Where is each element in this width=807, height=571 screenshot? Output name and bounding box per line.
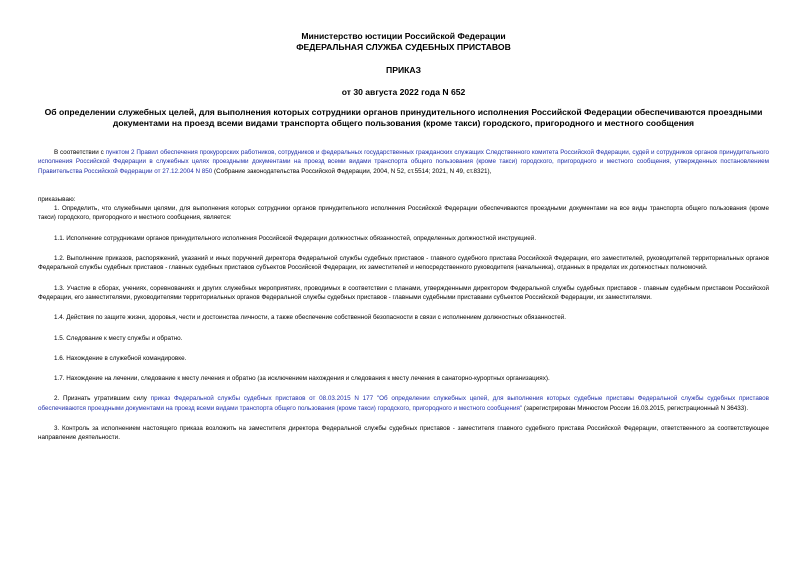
ministry-name: Министерство юстиции Российской Федерации bbox=[301, 31, 506, 41]
paragraph-1-7: 1.7. Нахождение на лечении, следование к месту лечения и обратно (за исключением нахождения и следования к месту лечения в санаторно-курортных организациях). bbox=[54, 375, 550, 383]
preamble-suffix: (Собрание законодательства Российской Федерации, 2004, N 52, ст.5514; 2021, N 49, ст.8321), bbox=[212, 167, 492, 175]
paragraph-2 bbox=[38, 394, 769, 413]
preamble bbox=[38, 148, 769, 176]
paragraph-2-suffix: (зарегистрирован Минюстом России 16.03.2015, регистрационный N 36433). bbox=[522, 404, 749, 412]
paragraph-1-3: 1.3. Участие в сборах, учениях, соревнованиях и других служебных мероприятиях, проводимых в соответствии с планами, утвержденными директором Федеральной службы судебных приставов - главным судебным приставом Российской Федерации, его заместителями, руководителями территориальных органов Федеральной службы судебных приставов - главными судебными приставами субъектов Российской Федерации, их заместителями. bbox=[38, 284, 769, 301]
document-title: Об определении служебных целей, для выполнения которых сотрудники органов принудительного исполнения Российской Федерации обеспечиваются проездными документами на проезд всеми видами транспорта общего пользования (кроме такси) городского, пригородного и местного сообщения bbox=[44, 107, 763, 128]
paragraph-1-1: 1.1. Исполнение сотрудниками органов принудительного исполнения Российской Федерации должностных обязанностей, определенных должностной инструкцией. bbox=[54, 234, 537, 242]
repealed-order-link[interactable]: приказ Федеральной службы судебных приставов от 08.03.2015 N 177 "Об определении служебных целей, для выполнения которых судебные приставы Федеральной службы судебных приставов обеспечиваются проездными документами на проезд всеми видами транспорта общего пользования (кроме такси) городского, пригородного и местного сообщения" bbox=[38, 395, 769, 412]
paragraph-2-prefix: 2. Признать утратившим силу bbox=[54, 395, 151, 403]
order-word: приказываю: bbox=[38, 195, 76, 203]
document-date: от 30 августа 2022 года N 652 bbox=[341, 86, 466, 97]
paragraph-1-6: 1.6. Нахождение в служебной командировке. bbox=[54, 354, 187, 362]
paragraph-1-4: 1.4. Действия по защите жизни, здоровья, чести и достоинства личности, а также обеспечение собственной безопасности в связи с исполнением должностных обязанностей. bbox=[54, 314, 567, 322]
paragraph-1-2: 1.2. Выполнение приказов, распоряжений, указаний и иных поручений директора Федеральной службы судебных приставов - главного судебного пристава Российской Федерации, его заместителей, руководителей территориальных органов Федеральной службы судебных приставов - главных судебных приставов субъектов Российской Федерации, их заместителей и непосредственного руководителя (начальника), отданных в пределах их должностных полномочий. bbox=[38, 255, 769, 272]
document-type: ПРИКАЗ bbox=[386, 65, 421, 75]
preamble-link[interactable]: пунктом 2 Правил обеспечения прокурорских работников, сотрудников и федеральных государственных гражданских служащих Следственного комитета Российской Федерации, судей и сотрудников органов принудительного исполнения Российской Федерации в служебных целях проездными документами на проезд всеми видами транспорта общего пользования (кроме такси) городского, пригородного и местного сообщения, утвержденных постановлением Правительства Российской Федерации от 27.12.2004 N 850 bbox=[38, 149, 769, 175]
paragraph-3: 3. Контроль за исполнением настоящего приказа возложить на заместителя директора Федеральной службы судебных приставов - заместителя главного судебного пристава Российской Федерации, ответственного за соответствующее направление деятельности. bbox=[38, 425, 769, 442]
paragraph-1-5: 1.5. Следование к месту службы и обратно. bbox=[54, 334, 183, 342]
service-name: ФЕДЕРАЛЬНАЯ СЛУЖБА СУДЕБНЫХ ПРИСТАВОВ bbox=[296, 41, 511, 52]
paragraph-1: 1. Определить, что служебными целями, для выполнения которых сотрудники органов принудительного исполнения Российской Федерации обеспечиваются проездными документами на все виды транспорта общего пользования (кроме такси) городского, пригородного и местного сообщения, является: bbox=[38, 205, 769, 222]
preamble-prefix: В соответствии с bbox=[54, 149, 106, 156]
